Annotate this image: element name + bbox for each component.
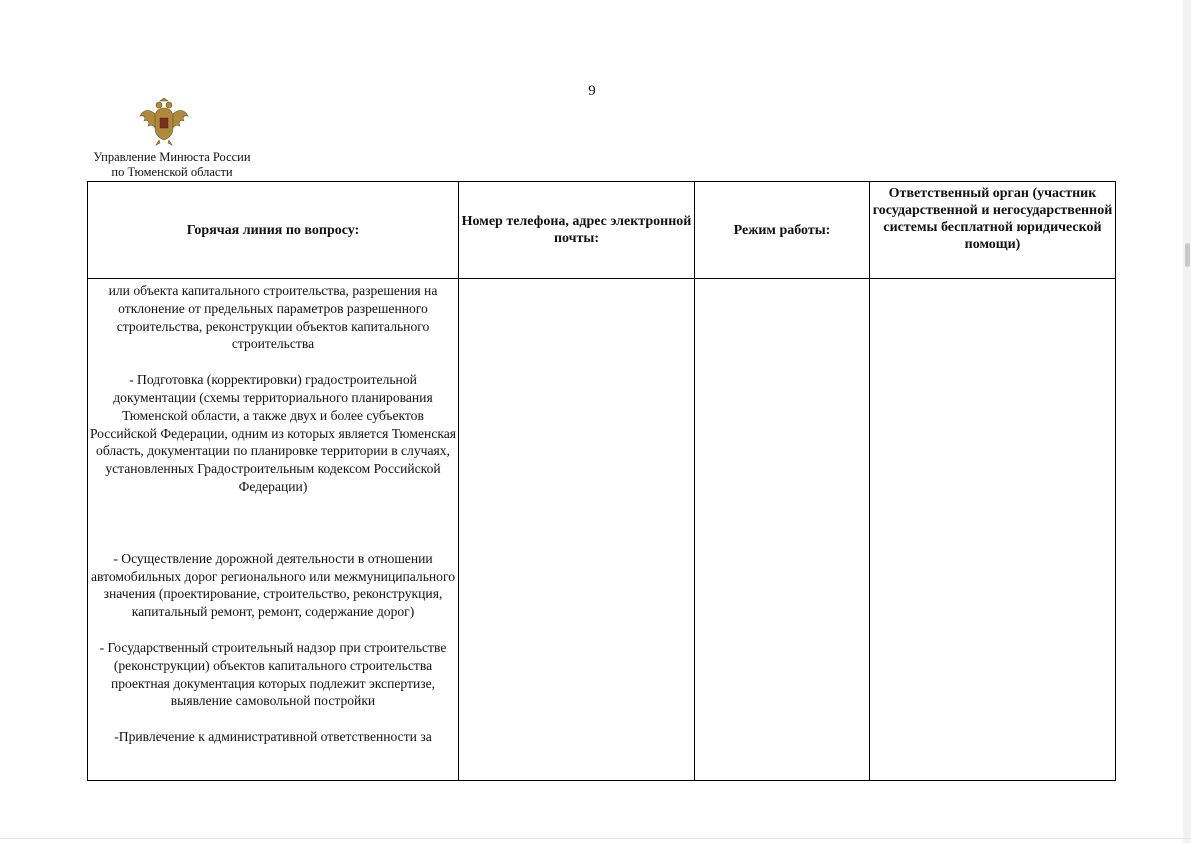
page-number: 9 [588, 83, 596, 99]
table-header-row [88, 182, 1116, 279]
topic-paragraph: - Подготовка (корректировки) градостроительной документации (схемы территориального планирования Тюменской области, а также двух и более субъектов Российской Федерации, одним из которых является Тюменская область, документации по планировке территории в случаях, установленных Градостроительным кодексом Российской Федерации) [89, 372, 457, 494]
vertical-scrollbar[interactable] [1183, 0, 1191, 843]
double-headed-eagle-emblem-icon [138, 98, 190, 146]
org-line-2: по Тюменской области [111, 165, 233, 179]
contacts-cell [459, 279, 695, 781]
table-row [88, 279, 1116, 781]
hotline-table [87, 181, 1116, 781]
scrollbar-thumb[interactable] [1185, 243, 1190, 267]
topic-paragraph: или объекта капитального строительства, разрешения на отклонение от предельных параметров разрешенного строительства, реконструкции объектов капитального строительства [108, 283, 438, 352]
column-header-responsible: Ответственный орган (участник государственной и негосударственной системы бесплатной юридической помощи) [870, 182, 1116, 279]
page-bottom-divider [0, 838, 1191, 839]
org-line-1: Управление Минюста России [93, 150, 251, 164]
topic-paragraph: - Государственный строительный надзор при строительстве (реконструкции) объектов капитального строительства проектная документация которых подлежит экспертизе, выявление самовольной постройки [99, 639, 447, 709]
schedule-cell [695, 279, 870, 781]
responsible-cell [870, 279, 1116, 781]
topic-cell [88, 279, 459, 781]
topic-paragraph: -Привлечение к административной ответственности за [114, 729, 432, 745]
organization-name [74, 150, 270, 180]
column-header-schedule: Режим работы: [695, 182, 870, 279]
column-header-topic: Горячая линия по вопросу: [88, 182, 459, 279]
column-header-contacts: Номер телефона, адрес электронной почты: [459, 182, 695, 279]
topic-paragraph: - Осуществление дорожной деятельности в отношении автомобильных дорог регионального или межмуниципального значения (проектирование, строительство, реконструкция, капитальный ремонт, ремонт, содержание дорог) [90, 550, 456, 620]
